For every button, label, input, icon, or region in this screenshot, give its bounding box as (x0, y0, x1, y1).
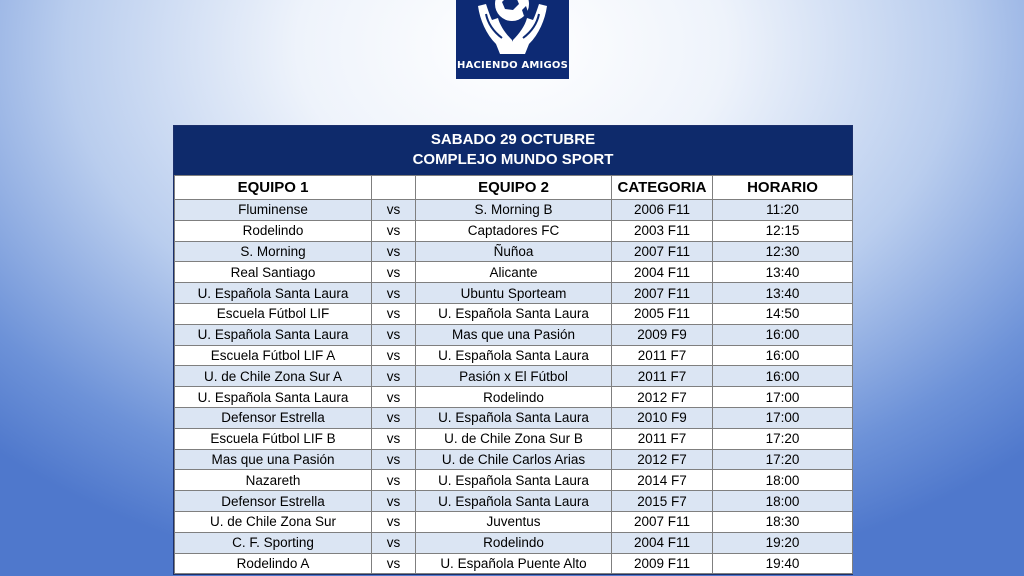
team2-cell: U. Española Santa Laura (416, 303, 612, 324)
vs-cell: vs (372, 200, 416, 221)
category-cell: 2004 F11 (612, 262, 713, 283)
vs-cell: vs (372, 324, 416, 345)
team1-cell: Escuela Fútbol LIF (175, 303, 372, 324)
team1-cell: Rodelindo A (175, 553, 372, 574)
vs-cell: vs (372, 262, 416, 283)
time-cell: 13:40 (713, 262, 853, 283)
team1-cell: Defensor Estrella (175, 491, 372, 512)
category-cell: 2011 F7 (612, 345, 713, 366)
table-row (175, 511, 853, 532)
category-cell: 2007 F11 (612, 241, 713, 262)
category-cell: 2006 F11 (612, 200, 713, 221)
header-row (175, 176, 853, 200)
table-row (175, 324, 853, 345)
team1-cell: S. Morning (175, 241, 372, 262)
team2-cell: U. de Chile Carlos Arias (416, 449, 612, 470)
team2-cell: Ubuntu Sporteam (416, 283, 612, 304)
vs-cell: vs (372, 532, 416, 553)
time-cell: 12:30 (713, 241, 853, 262)
team2-cell: U. Española Santa Laura (416, 345, 612, 366)
time-cell: 14:50 (713, 303, 853, 324)
team2-cell: U. Española Santa Laura (416, 470, 612, 491)
logo-text: HACIENDO AMIGOS (457, 60, 568, 71)
team2-cell: Pasión x El Fútbol (416, 366, 612, 387)
schedule-venue: COMPLEJO MUNDO SPORT (412, 151, 614, 168)
time-cell: 18:00 (713, 470, 853, 491)
team2-cell: Juventus (416, 511, 612, 532)
vs-cell: vs (372, 428, 416, 449)
vs-cell: vs (372, 491, 416, 512)
time-cell: 16:00 (713, 345, 853, 366)
vs-cell: vs (372, 345, 416, 366)
table-row (175, 470, 853, 491)
vs-cell: vs (372, 220, 416, 241)
team1-cell: U. de Chile Zona Sur A (175, 366, 372, 387)
table-row (175, 491, 853, 512)
team2-cell: Mas que una Pasión (416, 324, 612, 345)
time-cell: 19:40 (713, 553, 853, 574)
time-cell: 17:00 (713, 407, 853, 428)
team1-cell: Mas que una Pasión (175, 449, 372, 470)
vs-cell: vs (372, 387, 416, 408)
category-cell: 2011 F7 (612, 428, 713, 449)
table-row (175, 366, 853, 387)
time-cell: 16:00 (713, 324, 853, 345)
time-cell: 17:20 (713, 449, 853, 470)
team2-cell: U. Española Santa Laura (416, 407, 612, 428)
category-cell: 2014 F7 (612, 470, 713, 491)
time-cell: 17:20 (713, 428, 853, 449)
table-row (175, 387, 853, 408)
category-cell: 2012 F7 (612, 387, 713, 408)
vs-cell: vs (372, 303, 416, 324)
schedule-table (173, 125, 853, 575)
header-team2: EQUIPO 2 (416, 176, 612, 200)
team1-cell: U. Española Santa Laura (175, 387, 372, 408)
table-row (175, 200, 853, 221)
header-vs (372, 176, 416, 200)
category-cell: 2007 F11 (612, 511, 713, 532)
table-row (175, 532, 853, 553)
team2-cell: U. de Chile Zona Sur B (416, 428, 612, 449)
table-row (175, 283, 853, 304)
category-cell: 2004 F11 (612, 532, 713, 553)
vs-cell: vs (372, 511, 416, 532)
category-cell: 2005 F11 (612, 303, 713, 324)
team1-cell: U. Española Santa Laura (175, 283, 372, 304)
vs-cell: vs (372, 366, 416, 387)
team1-cell: Escuela Fútbol LIF A (175, 345, 372, 366)
category-cell: 2009 F9 (612, 324, 713, 345)
header-category: CATEGORIA (612, 176, 713, 200)
table-row (175, 407, 853, 428)
category-cell: 2011 F7 (612, 366, 713, 387)
header-time: HORARIO (713, 176, 853, 200)
table-row (175, 428, 853, 449)
category-cell: 2009 F11 (612, 553, 713, 574)
time-cell: 12:15 (713, 220, 853, 241)
table-row (175, 241, 853, 262)
haciendo-amigos-logo (456, 0, 569, 79)
team2-cell: U. Española Santa Laura (416, 491, 612, 512)
team1-cell: C. F. Sporting (175, 532, 372, 553)
header-team1: EQUIPO 1 (175, 176, 372, 200)
table-row (175, 345, 853, 366)
team2-cell: Alicante (416, 262, 612, 283)
time-cell: 18:00 (713, 491, 853, 512)
category-cell: 2012 F7 (612, 449, 713, 470)
table-row (175, 553, 853, 574)
time-cell: 18:30 (713, 511, 853, 532)
team1-cell: Escuela Fútbol LIF B (175, 428, 372, 449)
vs-cell: vs (372, 283, 416, 304)
team2-cell: U. Española Puente Alto (416, 553, 612, 574)
team2-cell: Rodelindo (416, 532, 612, 553)
schedule-title (174, 126, 852, 175)
time-cell: 19:20 (713, 532, 853, 553)
vs-cell: vs (372, 553, 416, 574)
team1-cell: Fluminense (175, 200, 372, 221)
vs-cell: vs (372, 449, 416, 470)
team1-cell: Defensor Estrella (175, 407, 372, 428)
category-cell: 2007 F11 (612, 283, 713, 304)
team1-cell: Rodelindo (175, 220, 372, 241)
team1-cell: Nazareth (175, 470, 372, 491)
schedule-date: SABADO 29 OCTUBRE (430, 131, 596, 148)
team1-cell: U. Española Santa Laura (175, 324, 372, 345)
category-cell: 2015 F7 (612, 491, 713, 512)
hands-ball-icon (456, 0, 569, 60)
matches-table (174, 175, 853, 574)
team1-cell: Real Santiago (175, 262, 372, 283)
table-row (175, 262, 853, 283)
vs-cell: vs (372, 407, 416, 428)
time-cell: 11:20 (713, 200, 853, 221)
category-cell: 2003 F11 (612, 220, 713, 241)
table-row (175, 220, 853, 241)
team2-cell: Ñuñoa (416, 241, 612, 262)
team1-cell: U. de Chile Zona Sur (175, 511, 372, 532)
table-row (175, 449, 853, 470)
time-cell: 13:40 (713, 283, 853, 304)
team2-cell: Captadores FC (416, 220, 612, 241)
time-cell: 16:00 (713, 366, 853, 387)
category-cell: 2010 F9 (612, 407, 713, 428)
vs-cell: vs (372, 241, 416, 262)
time-cell: 17:00 (713, 387, 853, 408)
team2-cell: Rodelindo (416, 387, 612, 408)
vs-cell: vs (372, 470, 416, 491)
table-row (175, 303, 853, 324)
team2-cell: S. Morning B (416, 200, 612, 221)
